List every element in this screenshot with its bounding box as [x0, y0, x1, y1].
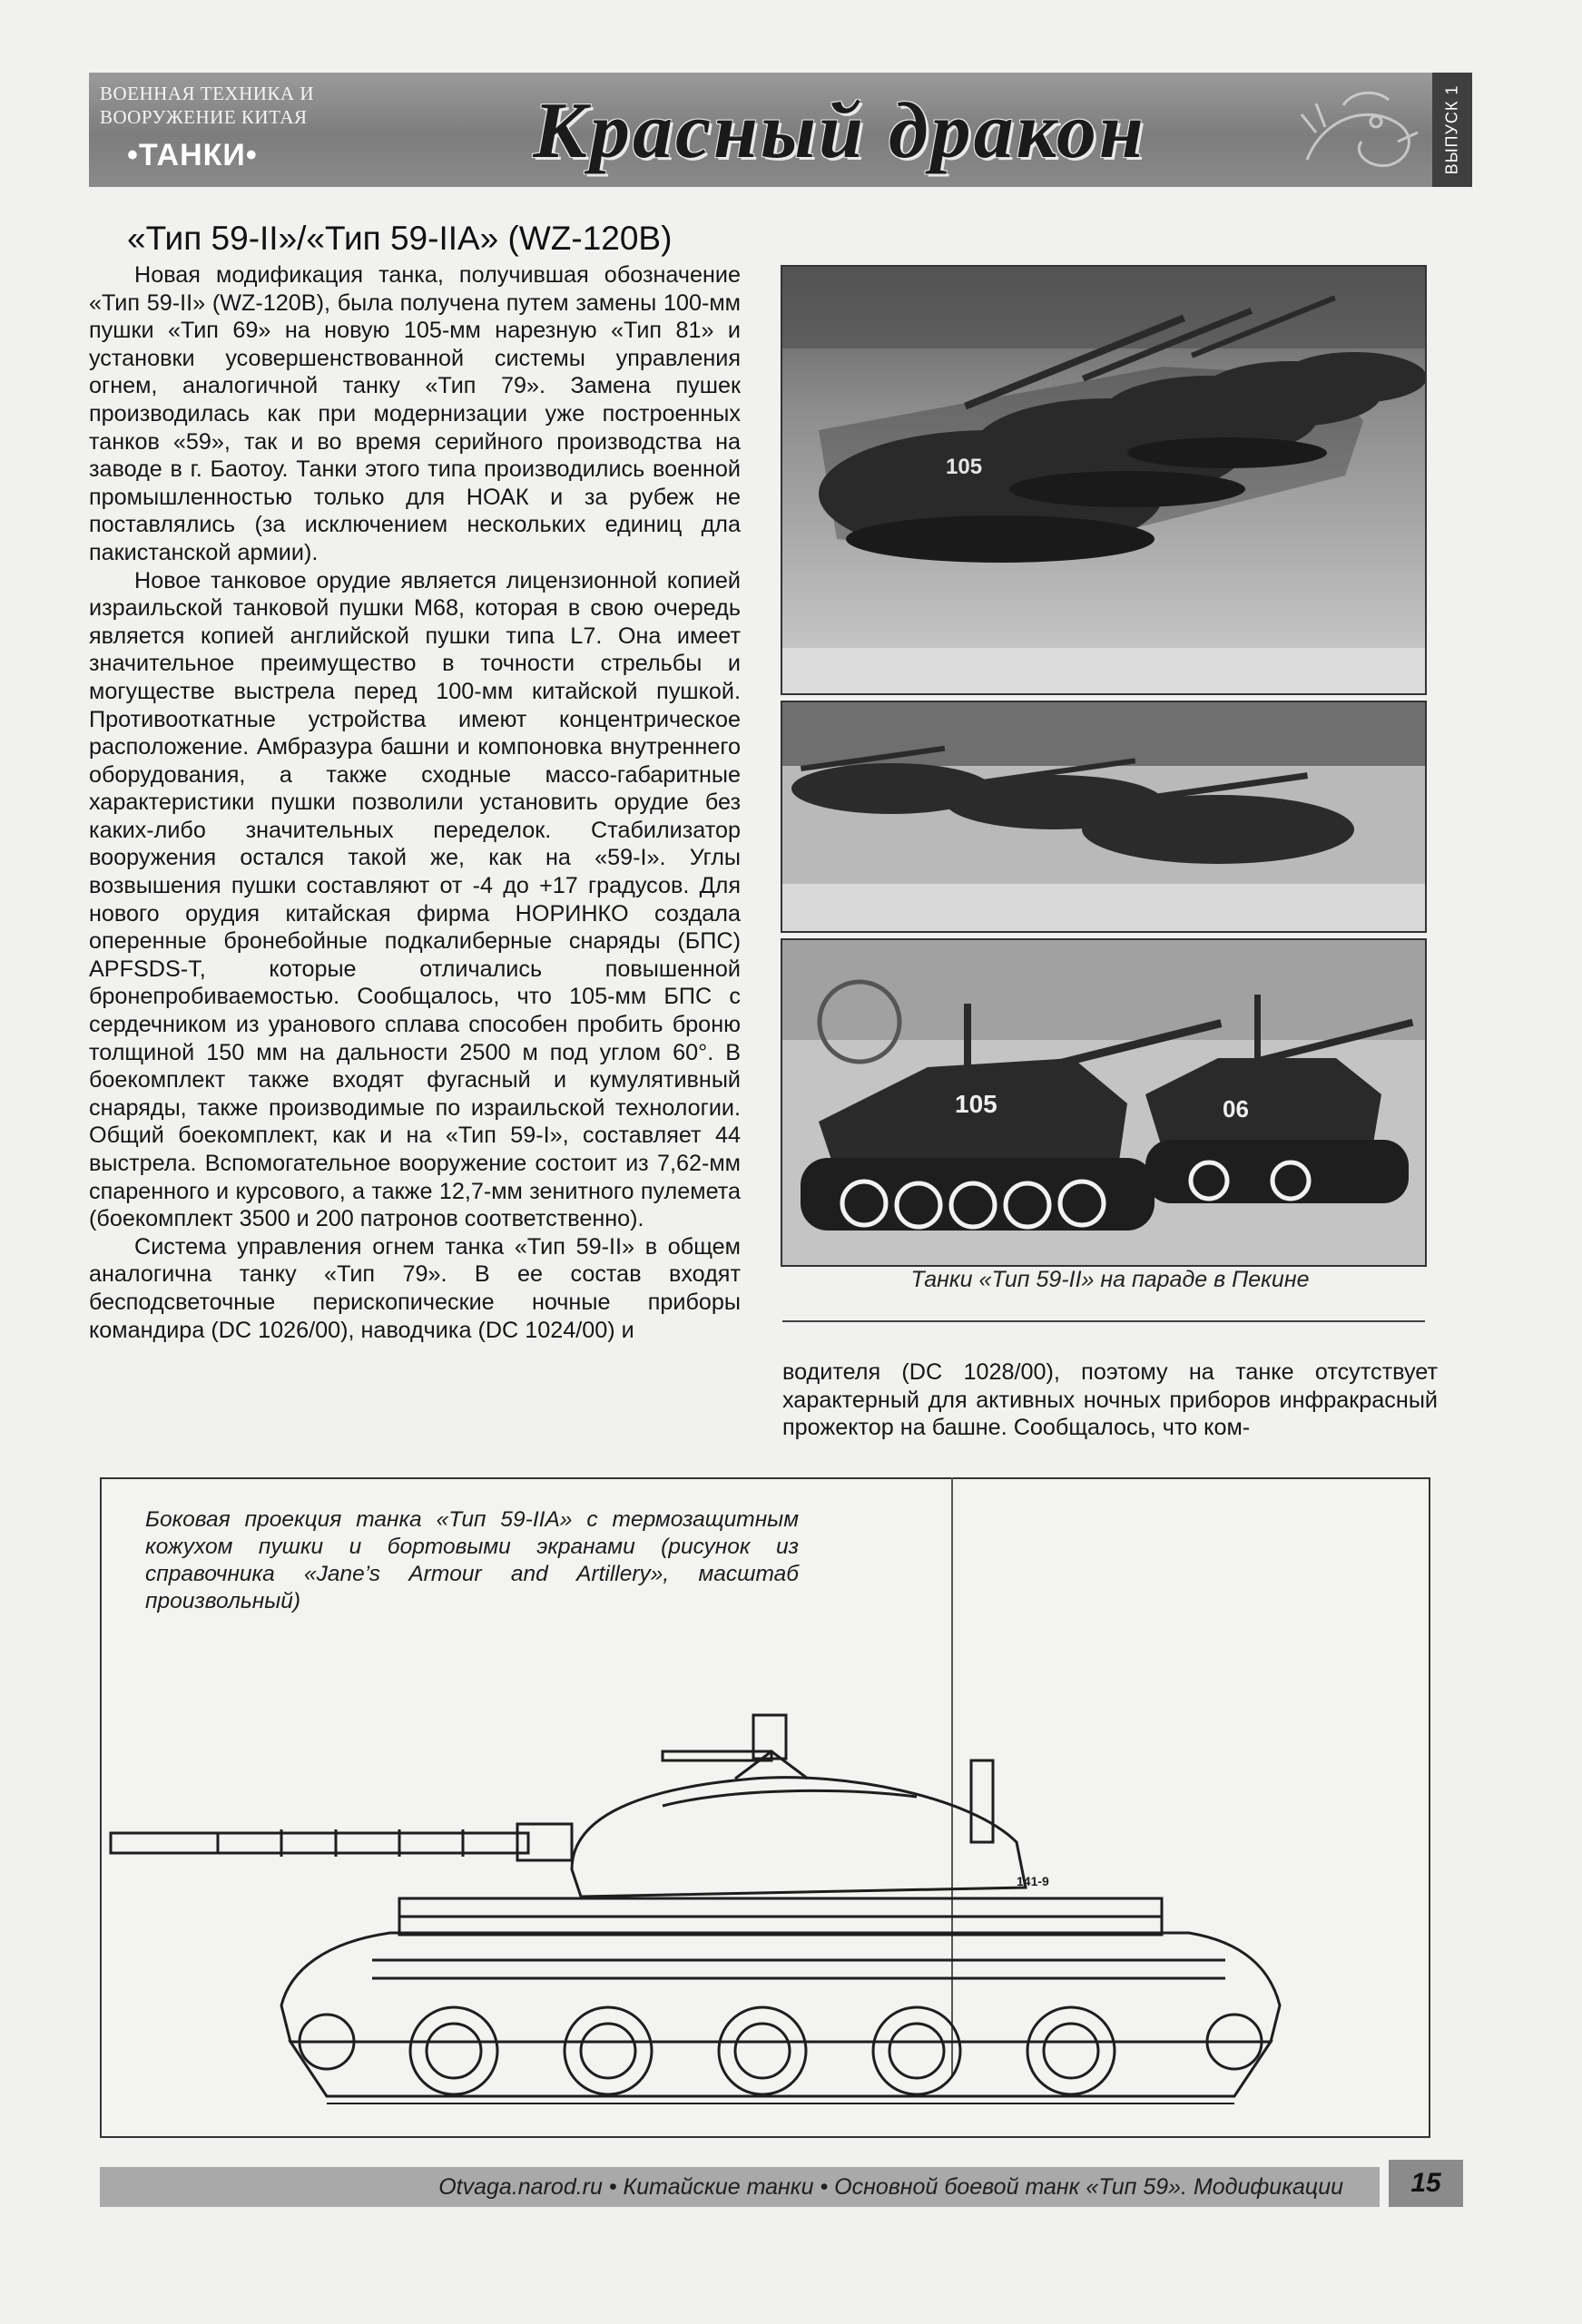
parade-photo-2 — [781, 701, 1427, 933]
paragraph-2: Новое танковое орудие является лицензионной копией израильской танковой пушки М68, которая в свою очередь является копией английской пушки типа L7. Она имеет значительное преимущество в точности стрельбы и могуществе выстрела перед 100-мм китайской пушкой. Противооткатные устройства имеют концентрическое расположение. Амбразура башни и компоновка внутреннего оборудования, а также сходные массо-габаритные характеристики пушки позволили установить орудие без каких-либо значительных переделок. Стабилизатор вооружения остался такой же, как на «59-I». Углы возвышения пушки составляют от -4 до +17 градусов. Для нового орудия китайская фирма НОРИНКО создала оперенные бронебойные подкалиберные снаряды (БПС) APFSDS-T, которые отличались повышенной бронепробиваемостью. Сообщалось, что 105-мм БПС с сердечником из уранового сплава способен пробить броню толщиной 150 мм на дальности 2500 м под углом 60°. В боекомплект также входят фугасный и кумулятивный снаряды, также производимые по израильской технологии. Общий боекомплект, как и на «Тип 59-I», составляет 44 выстрела. Вспомогательное вооружение состоит из 7,62-мм спаренного и курсового, а также 12,7-мм зенитного пулемета (боекомплект 3500 и 200 патронов соответственно). — [89, 567, 741, 1232]
paragraph-3: Система управления огнем танка «Тип 59-II» в общем аналогична танку «Тип 79». В ее состав входят бесподсветочные перископические ночные приборы командира (DC 1026/00), наводчика (DC 1024/00) и — [89, 1233, 741, 1343]
drawing-hull-marking: 141-9 — [1017, 1874, 1049, 1888]
series-line-1: ВОЕННАЯ ТЕХНИКА И — [100, 83, 314, 104]
hull-number-1: 105 — [946, 455, 983, 479]
page-number: 15 — [1389, 2160, 1463, 2207]
photo-caption: Танки «Тип 59-II» на параде в Пекине — [910, 1267, 1310, 1292]
hull-number-2: 105 — [955, 1090, 997, 1118]
parade-photo-3 — [781, 938, 1427, 1267]
issue-tab — [1432, 73, 1472, 187]
article-continuation: водителя (DC 1028/00), поэтому на танке отсутствует характерный для активных ночных приборов инфракрасный прожектор на башне. Сообщалось, что ком- — [782, 1359, 1438, 1441]
tank-side-view-drawing — [100, 1661, 1427, 2133]
dragon-emblem-icon — [1289, 78, 1425, 183]
section-label: •ТАНКИ• — [127, 138, 258, 172]
article-body — [89, 261, 741, 1344]
hull-number-3: 06 — [1223, 1095, 1249, 1123]
drawing-caption: Боковая проекция танка «Тип 59-IIA» с термозащитным кожухом пушки и бортовыми экранами (рисунок из справочника «Jane’s Armour and Artillery», масштаб произвольный) — [145, 1507, 799, 1613]
parade-photo-1 — [781, 265, 1427, 695]
brand-title: Красный дракон — [533, 87, 1146, 175]
article-title: «Тип 59-II»/«Тип 59-IIA» (WZ-120B) — [127, 220, 673, 257]
caption-divider — [782, 1320, 1425, 1322]
series-line-2: ВООРУЖЕНИЕ КИТАЯ — [100, 106, 308, 128]
issue-label: ВЫПУСК 1 — [1442, 84, 1461, 175]
paragraph-1: Новая модификация танка, получившая обозначение «Тип 59-II» (WZ-120B), была получена путем замены 100-мм пушки «Тип 69» на новую 105-мм нарезную «Тип 81» и установки усовершенствованной системы управления огнем, аналогичной танку «Тип 79». Замена пушек производилась как при модернизации уже построенных танков «59», так и во время серийного производства на заводе в г. Баотоу. Танки этого типа производились военной промышленностью только для НОАК и за рубеж не поставлялись (за исключением нескольких единиц дла пакистанской армии). — [89, 262, 741, 565]
series-title — [100, 82, 372, 129]
footer-running-title: Otvaga.narod.ru • Китайские танки • Основной боевой танк «Тип 59». Модификации — [438, 2174, 1343, 2200]
